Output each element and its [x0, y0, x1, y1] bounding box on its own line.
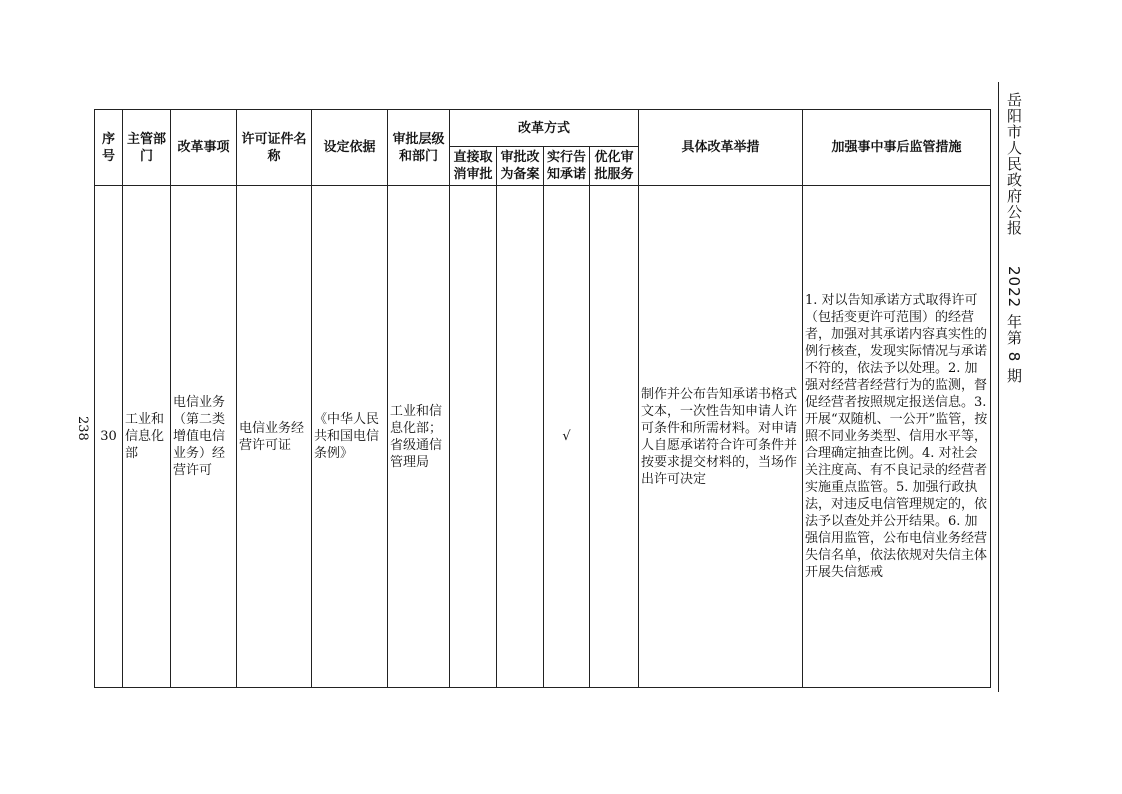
cell-mode-optimize	[590, 186, 639, 688]
cell-measures: 制作并公布告知承诺书格式文本，一次性告知申请人许可条件和所需材料。对申请人自愿承诺符合许可条件并按要求提交材料的，当场作出许可决定	[639, 186, 803, 688]
header-mode-cancel: 直接取消审批	[450, 147, 497, 186]
cell-mode-cancel	[450, 186, 497, 688]
header-department: 主管部门	[123, 110, 171, 186]
cell-basis: 《中华人民共和国电信条例》	[312, 186, 388, 688]
header-item: 改革事项	[171, 110, 237, 186]
issue-number: 2022 年第 8 期	[1005, 265, 1023, 384]
publication-title: 岳阳市人民政府公报	[1005, 92, 1023, 236]
header-approval-level: 审批层级和部门	[388, 110, 450, 186]
cell-supervision: 1. 对以告知承诺方式取得许可（包括变更许可范围）的经营者，加强对其承诺内容真实性的例行核查，发现实际情况与承诺不符的，依法予以处理。2. 加强对经营者经营行为的监测，督促经营者按照规定报送信息。3. 开展“双随机、一公开”监管，按照不同业务类型、信用水平等，合理确定抽查比例。4. 对社会关注度高、有不良记录的经营者实施重点监管。5. 加强行政执法，对违反电信管理规定的，依法予以查处并公开结果。6. 加强信用监管，公布电信业务经营失信名单，依法依规对失信主体开展失信惩戒	[803, 186, 991, 688]
header-license: 许可证件名称	[237, 110, 312, 186]
cell-mode-notify: √	[544, 186, 590, 688]
header-row-1	[95, 110, 991, 147]
header-measures: 具体改革举措	[639, 110, 803, 186]
cell-item: 电信业务（第二类增值电信业务）经营许可	[171, 186, 237, 688]
reform-table	[94, 109, 991, 688]
header-reform-mode: 改革方式	[450, 110, 639, 147]
header-seq: 序号	[95, 110, 123, 186]
header-mode-notify: 实行告知承诺	[544, 147, 590, 186]
table-row	[95, 186, 991, 688]
header-supervision: 加强事中事后监管措施	[803, 110, 991, 186]
header-mode-filing: 审批改为备案	[497, 147, 544, 186]
cell-license: 电信业务经营许可证	[237, 186, 312, 688]
cell-seq: 30	[95, 186, 123, 688]
header-mode-optimize: 优化审批服务	[590, 147, 639, 186]
side-divider	[998, 82, 999, 692]
running-header	[1003, 92, 1025, 384]
cell-department: 工业和信息化部	[123, 186, 171, 688]
header-basis: 设定依据	[312, 110, 388, 186]
cell-mode-filing	[497, 186, 544, 688]
page-number: 238	[75, 416, 90, 441]
cell-approval-level: 工业和信息化部；省级通信管理局	[388, 186, 450, 688]
